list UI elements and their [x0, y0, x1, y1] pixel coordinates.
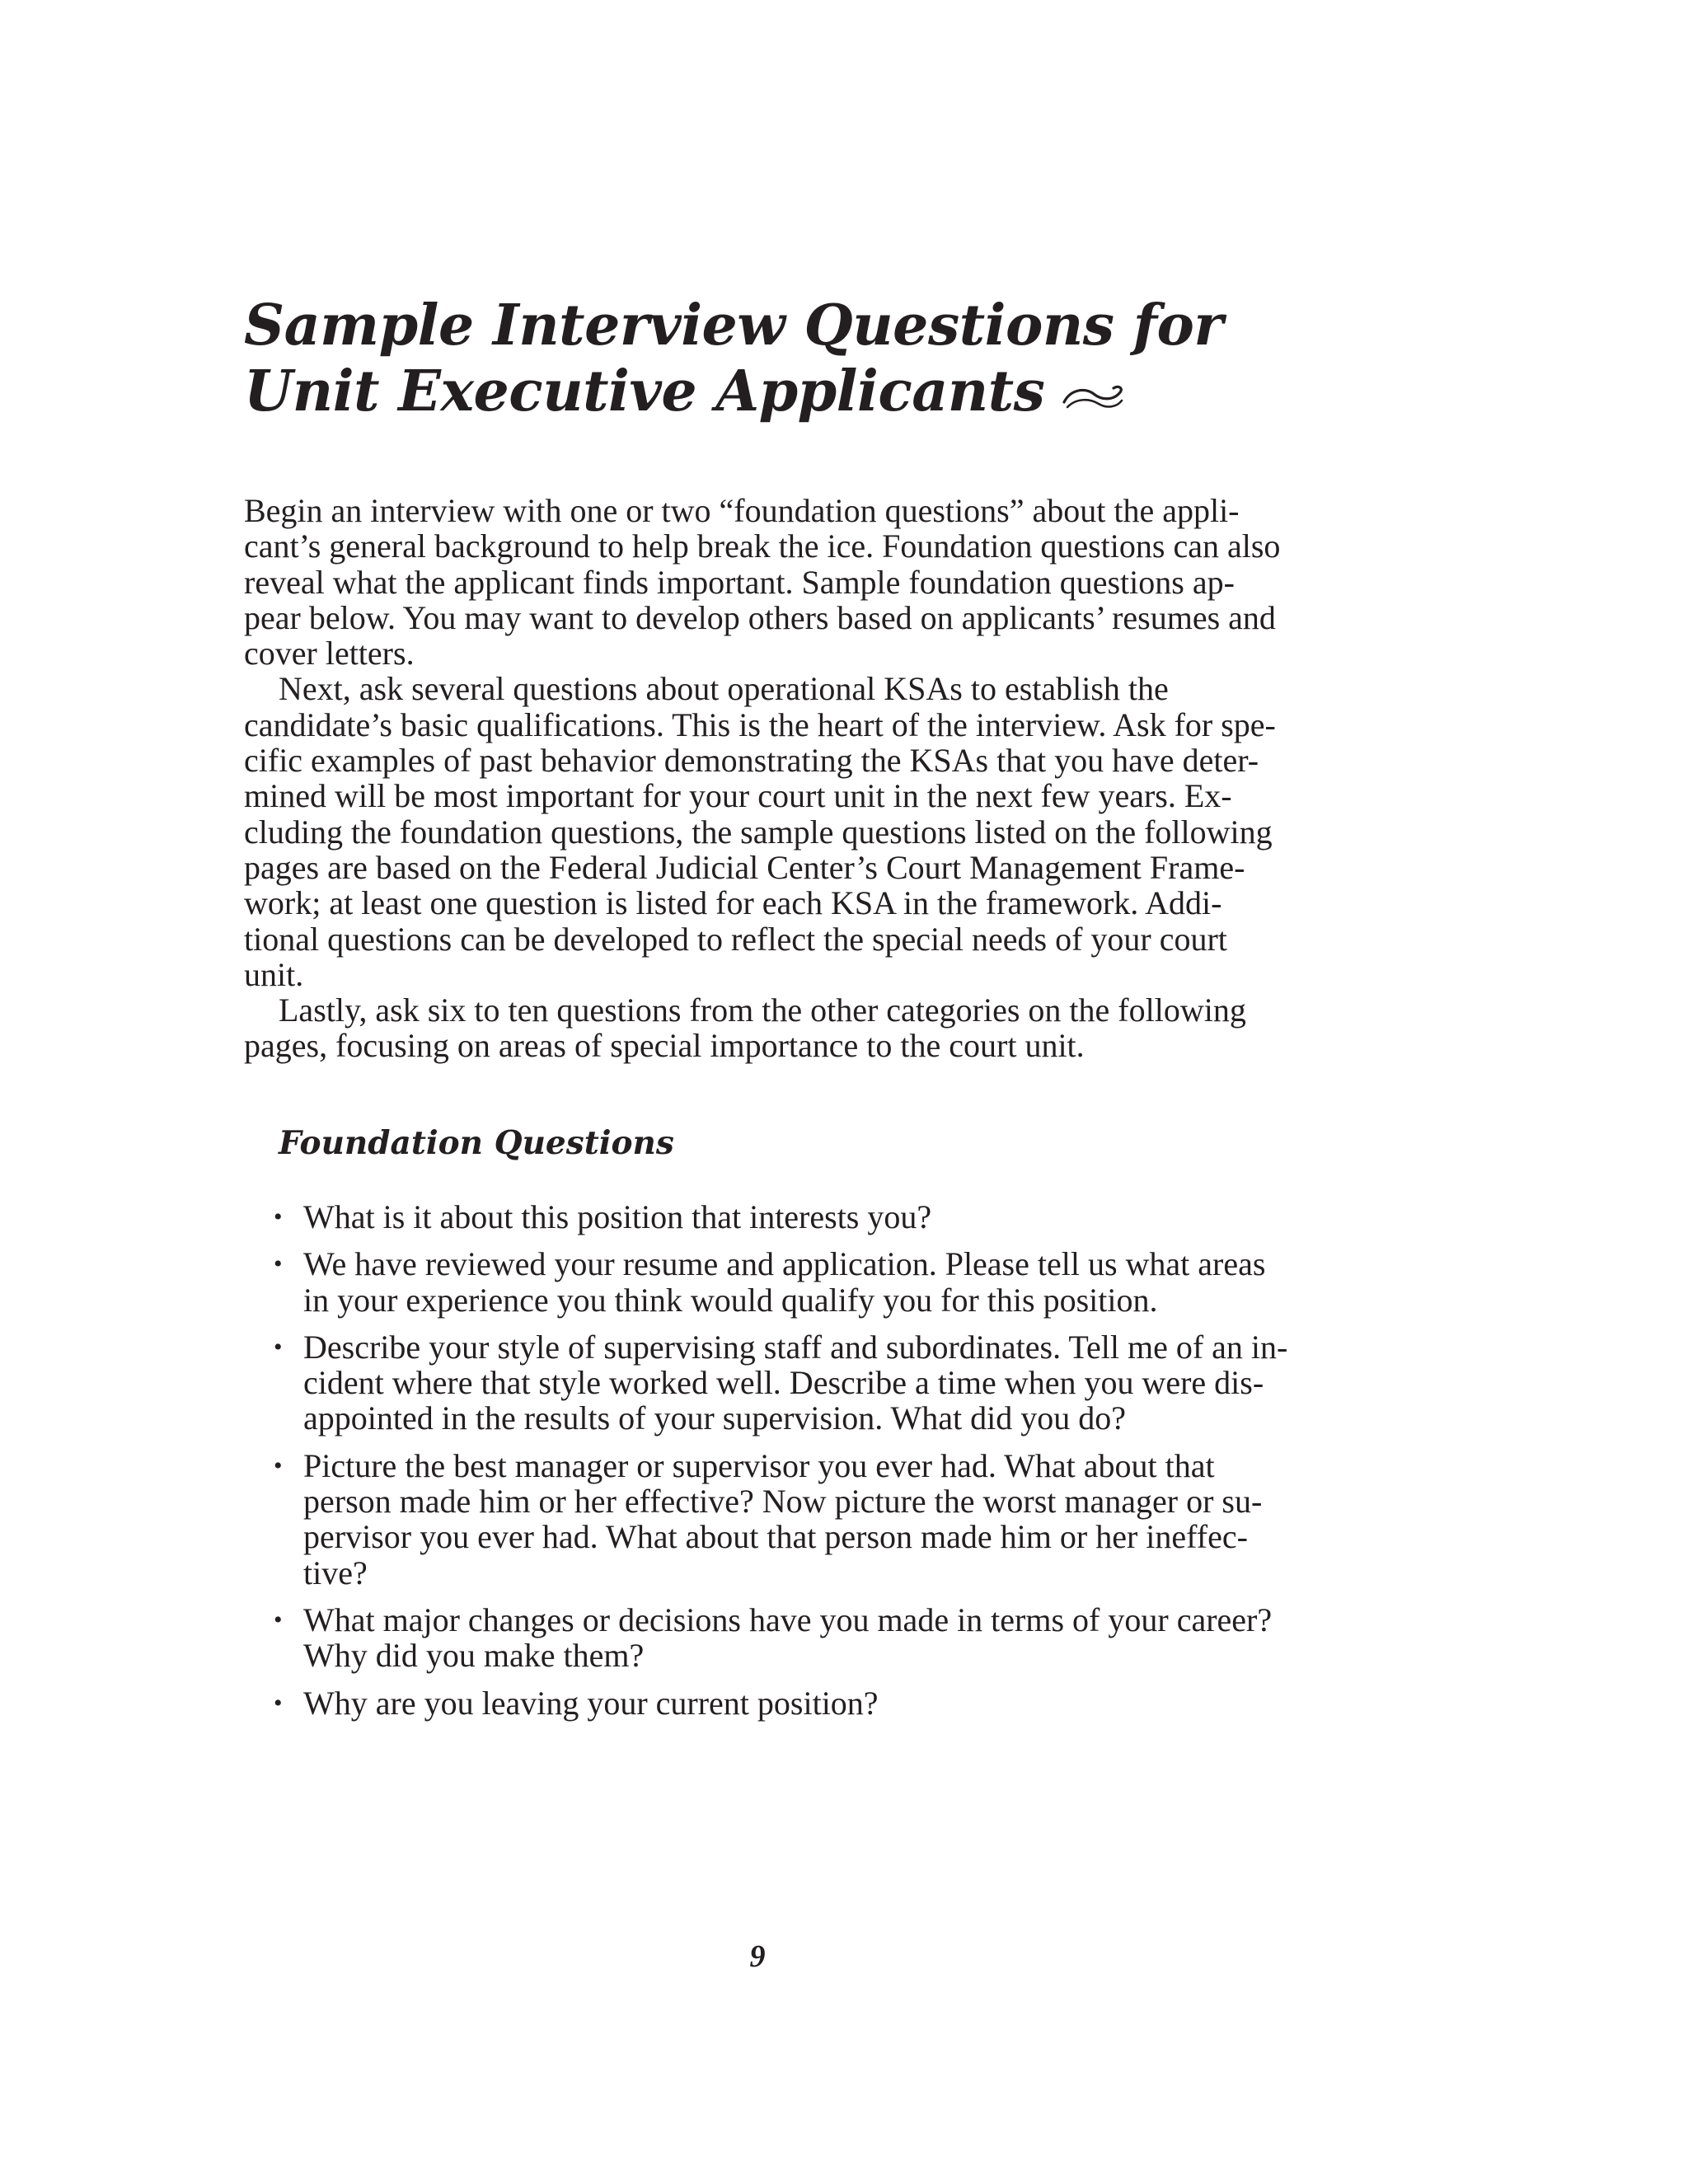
text-line: Next, ask several questions about operational KSAs to establish the	[279, 670, 1169, 708]
title-line-2	[244, 359, 1480, 424]
text-line: Why are you leaving your current position?	[303, 1684, 879, 1722]
text-line: pervisor you ever had. What about that person made him or her ineffec-	[303, 1518, 1248, 1556]
text-line: reveal what the applicant finds important. Sample foundation questions ap-	[244, 563, 1235, 601]
intro-text	[244, 492, 1281, 1065]
text-line: Picture the best manager or supervisor you ever had. What about that	[303, 1446, 1215, 1484]
text-line: Describe your style of supervising staff and subordinates. Tell me of an in-	[303, 1328, 1288, 1366]
list-item	[272, 1329, 1302, 1436]
title-line-2-text: Unit Executive Applicants	[244, 359, 1045, 424]
text-line: Why did you make them?	[303, 1637, 645, 1675]
text-line: unit.	[244, 955, 304, 993]
text-line: pages, focusing on areas of special importance to the court unit.	[244, 1027, 1085, 1065]
list-item	[272, 1246, 1302, 1318]
text-line: person made him or her effective? Now picture the worst manager or su-	[303, 1483, 1263, 1521]
intro-paragraph	[244, 992, 1274, 1064]
text-line: We have reviewed your resume and application. Please tell us what areas	[303, 1245, 1266, 1283]
text-line: cident where that style worked well. Describe a time when you were dis-	[303, 1364, 1264, 1402]
bullet-icon: •	[274, 1203, 283, 1230]
text-line: mined will be most important for your court unit in the next few years. Ex-	[244, 777, 1232, 815]
text-line: cover letters.	[244, 635, 415, 673]
foundation-questions-list	[272, 1199, 1302, 1732]
scroll-flourish-icon	[1061, 382, 1125, 412]
text-line: cant’s general background to help break the ice. Foundation questions can also	[244, 527, 1281, 565]
text-line: pages are based on the Federal Judicial Center’s Court Management Frame-	[244, 848, 1245, 886]
bullet-icon: •	[274, 1451, 283, 1479]
list-item	[272, 1448, 1302, 1591]
text-line: tive?	[303, 1554, 368, 1591]
text-line: What is it about this position that interests you?	[303, 1198, 932, 1235]
page-number: 9	[749, 1939, 766, 1974]
section-heading-foundation: Foundation Questions	[279, 1124, 674, 1162]
text-line: work; at least one question is listed for each KSA in the framework. Addi-	[244, 884, 1222, 922]
text-line: Lastly, ask six to ten questions from the other categories on the following	[279, 991, 1246, 1029]
text-line: in your experience you think would qualify you for this position.	[303, 1281, 1158, 1319]
text-line: Begin an interview with one or two “foundation questions” about the appli-	[244, 492, 1240, 529]
text-line: tional questions can be developed to reflect the special needs of your court	[244, 920, 1227, 958]
text-line: cluding the foundation questions, the sample questions listed on the following	[244, 813, 1273, 851]
bullet-icon: •	[274, 1689, 283, 1717]
page-title	[244, 293, 1480, 424]
list-item	[272, 1602, 1302, 1674]
intro-paragraph	[244, 492, 1281, 673]
text-line: cific examples of past behavior demonstrating the KSAs that you have deter-	[244, 742, 1259, 780]
list-item	[272, 1685, 1302, 1721]
text-line: pear below. You may want to develop others based on applicants’ resumes and	[244, 598, 1276, 636]
text-line: appointed in the results of your supervision. What did you do?	[303, 1399, 1126, 1437]
text-line: What major changes or decisions have you made in terms of your career?	[303, 1601, 1273, 1638]
bullet-icon: •	[274, 1250, 283, 1278]
text-line: candidate’s basic qualifications. This is the heart of the interview. Ask for spe-	[244, 705, 1276, 743]
list-item	[272, 1199, 1302, 1235]
bullet-icon: •	[274, 1333, 283, 1361]
intro-paragraph	[244, 671, 1274, 992]
bullet-icon: •	[274, 1605, 283, 1633]
title-line-1: Sample Interview Questions for	[244, 293, 1223, 359]
